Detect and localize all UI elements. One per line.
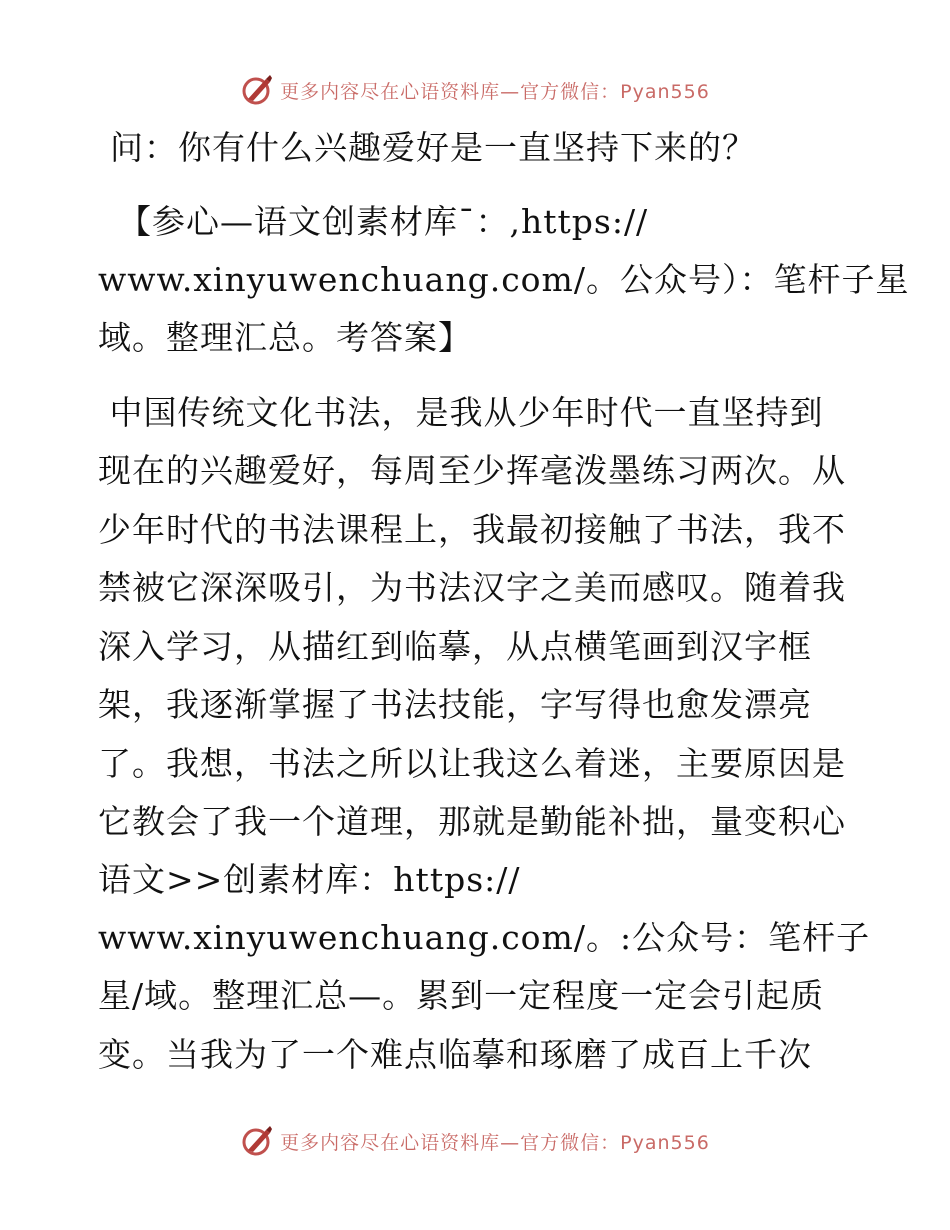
body-line: 变。当我为了一个难点临摹和琢磨了成百上千次 [98, 1035, 812, 1074]
footer-watermark [0, 1121, 950, 1161]
note-line: www.xinyuwenchuang.com/。公众号）：笔杆子星 [98, 260, 910, 299]
body-line: 禁被它深深吸引，为书法汉字之美而感叹。随着我 [98, 568, 846, 607]
body-line: 深入学习，从描红到临摹，从点横笔画到汉字框 [98, 627, 812, 666]
brush-pen-logo-icon [240, 73, 274, 107]
body-line: 它教会了我一个道理，那就是勤能补拙，量变积心 [98, 802, 846, 841]
body-line: 架，我逐渐掌握了书法技能，字写得也愈发漂亮 [98, 685, 812, 724]
question-title: 问：你有什么兴趣爱好是一直坚持下来的？ [110, 128, 756, 167]
body-line: 星/域。整理汇总—。累到一定程度一定会引起质 [98, 976, 825, 1015]
watermark-text: 更多内容尽在心语资料库—官方微信：Pyan556 [280, 1131, 710, 1154]
watermark-text: 更多内容尽在心语资料库—官方微信：Pyan556 [280, 80, 710, 103]
body-line: 少年时代的书法课程上，我最初接触了书法，我不 [98, 510, 846, 549]
body-line: 现在的兴趣爱好，每周至少挥毫泼墨练习两次。从 [98, 451, 846, 490]
header-watermark [0, 70, 950, 110]
body-line: 中国传统文化书法，是我从少年时代一直坚持到 [98, 393, 824, 432]
body-line: www.xinyuwenchuang.com/。:公众号：笔杆子 [98, 918, 871, 957]
body-line: 语文>>创素材库：https:// [98, 860, 521, 899]
brush-pen-logo-icon [240, 1124, 274, 1158]
note-line: 【参心—语文创素材库¯：,https:// [118, 202, 649, 241]
note-line: 域。整理汇总。考答案】 [98, 318, 472, 357]
body-line: 了。我想，书法之所以让我这么着迷，主要原因是 [98, 744, 846, 783]
